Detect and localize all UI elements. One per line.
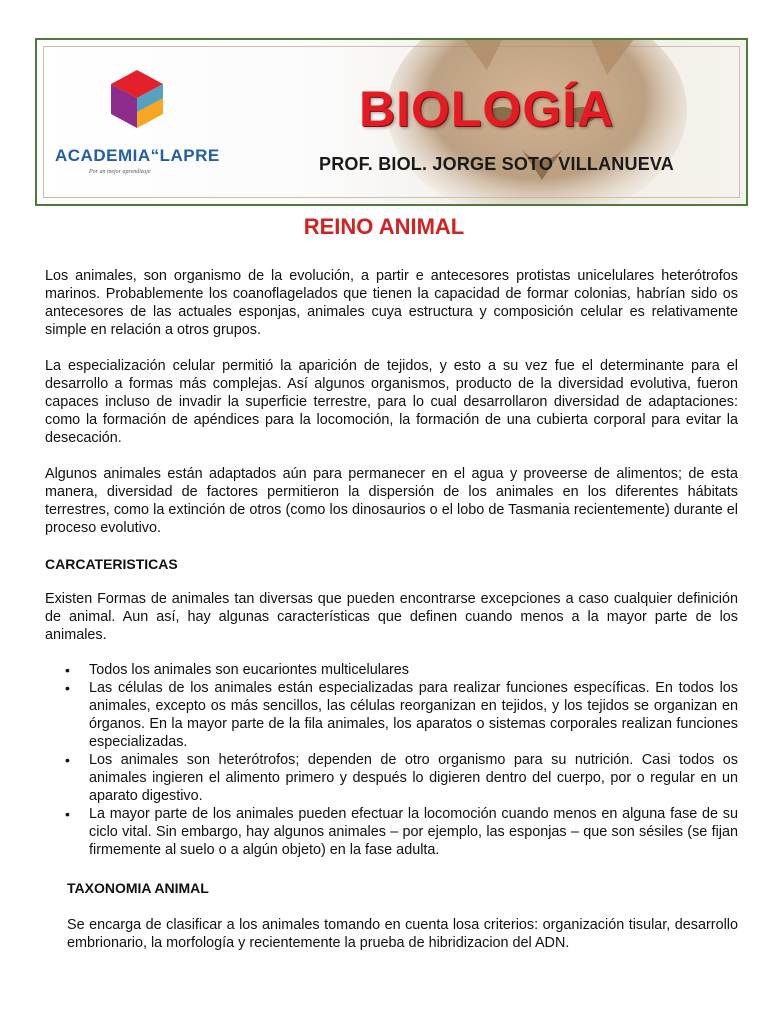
- academy-quote: “LAPRE: [150, 146, 220, 165]
- paragraph-2: La especialización celular permitió la aparición de tejidos, y esto a su vez fue el determinante para el desarrollo a formas más complejas. Así algunos organismos, producto de la diversidad evolutiva, fueron capaces incluso de invadir la superficie terrestre, para lo cual desarrollaron diversidad de adaptaciones: como la formación de apéndices para la locomoción, la formación de una cubierta corporal para evitar la desecación.: [45, 358, 738, 446]
- bullet-icon: •: [65, 680, 70, 696]
- cube-logo-icon: [107, 68, 167, 130]
- list-item-text: La mayor parte de los animales pueden efectuar la locomoción cuando menos en alguna fase de su ciclo vital. Sin embargo, hay algunos animales – por ejemplo, las esponjas – que son sésiles (se fijan firmemente al suelo o a algún objeto) en la fase adulta.: [89, 806, 738, 858]
- list-item: [45, 805, 738, 859]
- professor-name: PROF. BIOL. JORGE SOTO VILLANUEVA: [319, 154, 674, 174]
- bullet-icon: •: [65, 752, 70, 768]
- list-item-text: Los animales son heterótrofos; dependen de otro organismo para su nutrición. Casi todos os animales ingieren el alimento primero y después lo digieren dentro del cuerpo, por o regular en un aparato digestivo.: [89, 752, 738, 804]
- academy-word: ACADEMIA: [55, 146, 151, 165]
- subject-title: BIOLOGÍA: [359, 81, 615, 137]
- academy-name: [55, 146, 220, 166]
- list-item-text: Todos los animales son eucariontes multicelulares: [89, 662, 409, 678]
- list-item: [45, 661, 738, 679]
- header-banner: [35, 38, 748, 206]
- paragraph-1: Los animales, son organismo de la evolución, a partir e antecesores protistas unicelulares heterótrofos marinos. Probablemente los coanoflagelados que tienen la capacidad de formar colonias, habrían sido os antecesores de las actuales esponjas, animales cuya estructura y composición celular es relativamente simple en relación a otros grupos.: [45, 268, 738, 338]
- page-title: REINO ANIMAL: [303, 214, 465, 239]
- bullet-icon: •: [65, 806, 70, 822]
- list-item-text: Las células de los animales están especializadas para realizar funciones específicas. En todos los animales, excepto os más sencillos, las células reorganizan en tejidos, y los tejidos se organizan en órganos. En la mayor parte de la fila animales, los aparatos o sistemas corporales realizan funciones especializadas.: [89, 680, 738, 750]
- bullet-icon: •: [65, 662, 70, 678]
- section-heading-taxonomia: TAXONOMIA ANIMAL: [67, 880, 209, 896]
- section-intro: Existen Formas de animales tan diversas que pueden encontrarse excepciones a caso cualquier definición de animal. Aun así, hay algunas características que definen cuando menos a la mayor parte de los animales.: [45, 591, 738, 643]
- taxonomy-text: Se encarga de clasificar a los animales tomando en cuenta losa criterios: organización tisular, desarrollo embrionario, la morfología y recientemente la prueba de hibridizacion del ADN.: [67, 917, 738, 951]
- section-heading-caracteristicas: CARCATERISTICAS: [45, 556, 178, 572]
- academy-slogan: Por un mejor aprendizaje: [89, 169, 151, 175]
- paragraph-3: Algunos animales están adaptados aún para permanecer en el agua y proveerse de alimentos; de esta manera, diversidad de factores permitieron la dispersión de los animales en los diferentes hábitats terrestres, como la extinción de otros (como los dinosaurios o el lobo de Tasmania recientemente) durante el proceso evolutivo.: [45, 466, 738, 536]
- list-item: [45, 679, 738, 751]
- characteristics-list: [45, 661, 738, 859]
- list-item: [45, 751, 738, 805]
